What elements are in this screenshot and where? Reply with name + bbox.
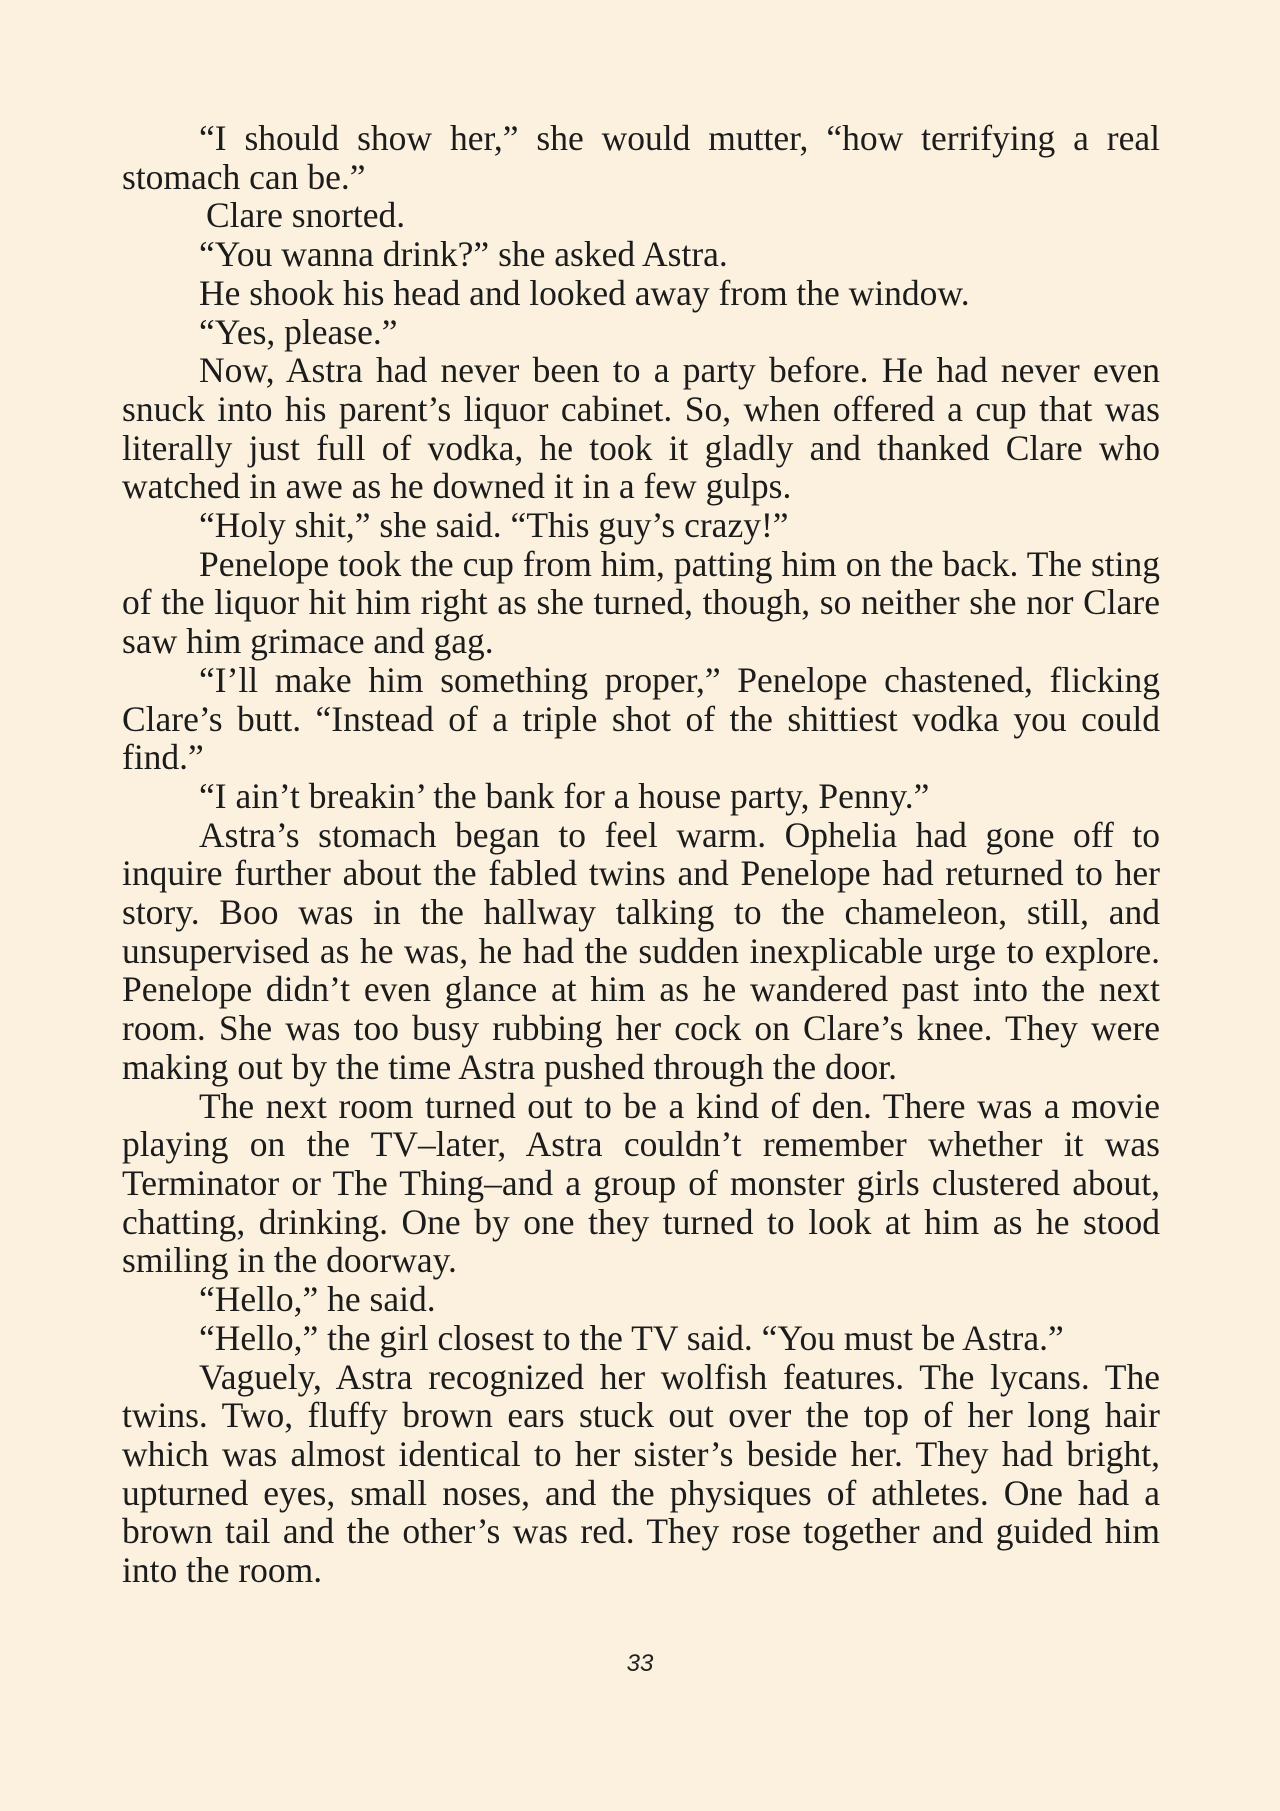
paragraph: The next room turned out to be a kind of den. There was a movie playing on the TV–later, Astra couldn’t remember whether it was Terminator or The Thing–and a group of monster girls clustered about, chatting, drinking. One by one they turned to look at him as he stood smiling in the doorway. (122, 1085, 1160, 1281)
paragraph: “I ain’t breakin’ the bank for a house party, Penny.” (199, 775, 930, 816)
paragraph: Now, Astra had never been to a party before. He had never even snuck into his parent’s liquor cabinet. So, when offered a cup that was literally just full of vodka, he took it gladly and thanked Clare who watched in awe as he downed it in a few gulps. (122, 350, 1160, 507)
paragraph: He shook his head and looked away from the window. (199, 272, 970, 313)
paragraph: “Yes, please.” (199, 311, 398, 352)
paragraph: “I’ll make him something proper,” Penelope chastened, flicking Clare’s butt. “Instead of a triple shot of the shittiest vodka you could find.” (122, 659, 1160, 778)
paragraph: Clare snorted. (206, 195, 406, 236)
page-number: 33 (626, 1650, 654, 1677)
paragraph: Vaguely, Astra recognized her wolfish features. The lycans. The twins. Two, fluffy brown ears stuck out over the top of her long hair which was almost identical to her sister’s beside her. They had bright, upturned eyes, small noses, and the physiques of athletes. One had a brown tail and the other’s was red. They rose together and guided him into the room. (122, 1356, 1160, 1591)
paragraph: Penelope took the cup from him, patting him on the back. The sting of the liquor hit him right as she turned, though, so neither she nor Clare saw him grimace and gag. (122, 543, 1160, 662)
body-text (122, 119, 1160, 1590)
paragraph: “Holy shit,” she said. “This guy’s crazy!” (199, 505, 789, 546)
paragraph: “Hello,” he said. (199, 1279, 436, 1320)
paragraph: Astra’s stomach began to feel warm. Ophelia had gone off to inquire further about the fabled twins and Penelope had returned to her story. Boo was in the hallway talking to the chameleon, still, and unsupervised as he was, he had the sudden inexplicable urge to explore. Penelope didn’t even glance at him as he wandered past into the next room. She was too busy rubbing her cock on Clare’s knee. They were making out by the time Astra pushed through the door. (122, 814, 1160, 1087)
paragraph: “Hello,” the girl closest to the TV said. “You must be Astra.” (199, 1317, 1064, 1358)
paragraph: “You wanna drink?” she asked Astra. (199, 234, 728, 275)
paragraph: “I should show her,” she would mutter, “how terrifying a real stomach can be.” (122, 118, 1160, 197)
